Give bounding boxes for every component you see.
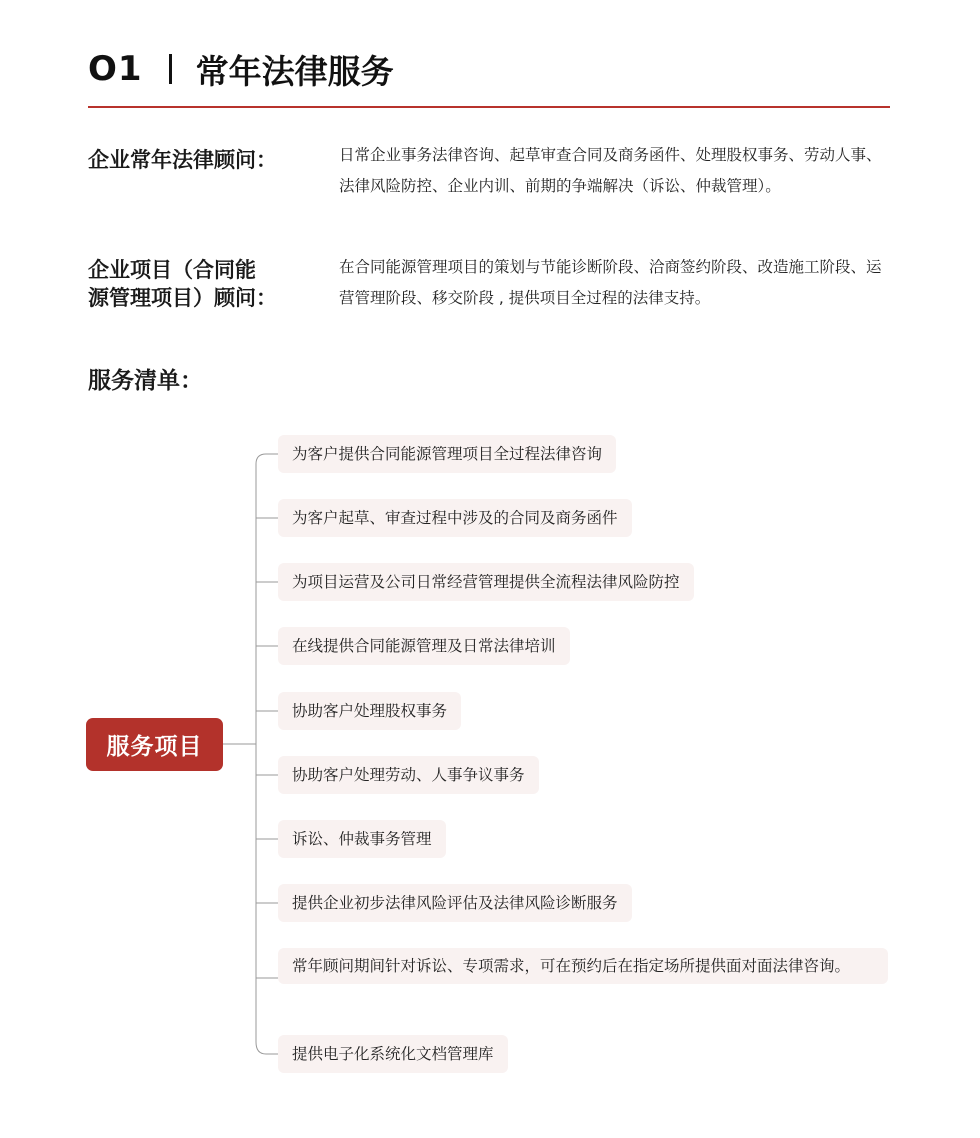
service-item: 为客户提供合同能源管理项目全过程法律咨询 xyxy=(278,435,616,473)
service-item: 协助客户处理劳动、人事争议事务 xyxy=(278,756,539,794)
service-item: 为项目运营及公司日常经营管理提供全流程法律风险防控 xyxy=(278,563,694,601)
trunk-connector xyxy=(256,454,278,1054)
service-item: 常年顾问期间针对诉讼、专项需求，可在预约后在指定场所提供面对面法律咨询。 xyxy=(278,948,888,984)
section-title: 常年法律服务 xyxy=(195,51,394,91)
advisor-description-2: 在合同能源管理项目的策划与节能诊断阶段、洽商签约阶段、改造施工阶段、运营管理阶段、移交阶段 , 提供项目全过程的法律支持。 xyxy=(339,258,882,307)
service-item: 协助客户处理股权事务 xyxy=(278,692,461,730)
section-number: O1 xyxy=(88,49,143,89)
service-list-title: 服务清单： xyxy=(88,368,203,394)
service-root-badge: 服务项目 xyxy=(86,718,223,771)
advisor-label-line: 源管理项目）顾问： xyxy=(88,286,277,310)
service-item: 提供企业初步法律风险评估及法律风险诊断服务 xyxy=(278,884,632,922)
advisor-label-line: 企业项目（合同能 xyxy=(88,258,256,282)
service-item: 在线提供合同能源管理及日常法律培训 xyxy=(278,627,570,665)
service-item: 为客户起草、审查过程中涉及的合同及商务函件 xyxy=(278,499,632,537)
service-item: 诉讼、仲裁事务管理 xyxy=(278,820,446,858)
service-item: 提供电子化系统化文档管理库 xyxy=(278,1035,508,1073)
advisor-label-line: 企业常年法律顾问： xyxy=(88,148,277,172)
advisor-description-1: 日常企业事务法律咨询、起草审查合同及商务函件、处理股权事务、劳动人事、法律风险防控、企业内训、前期的争端解决（诉讼、仲裁管理）。 xyxy=(339,146,882,195)
